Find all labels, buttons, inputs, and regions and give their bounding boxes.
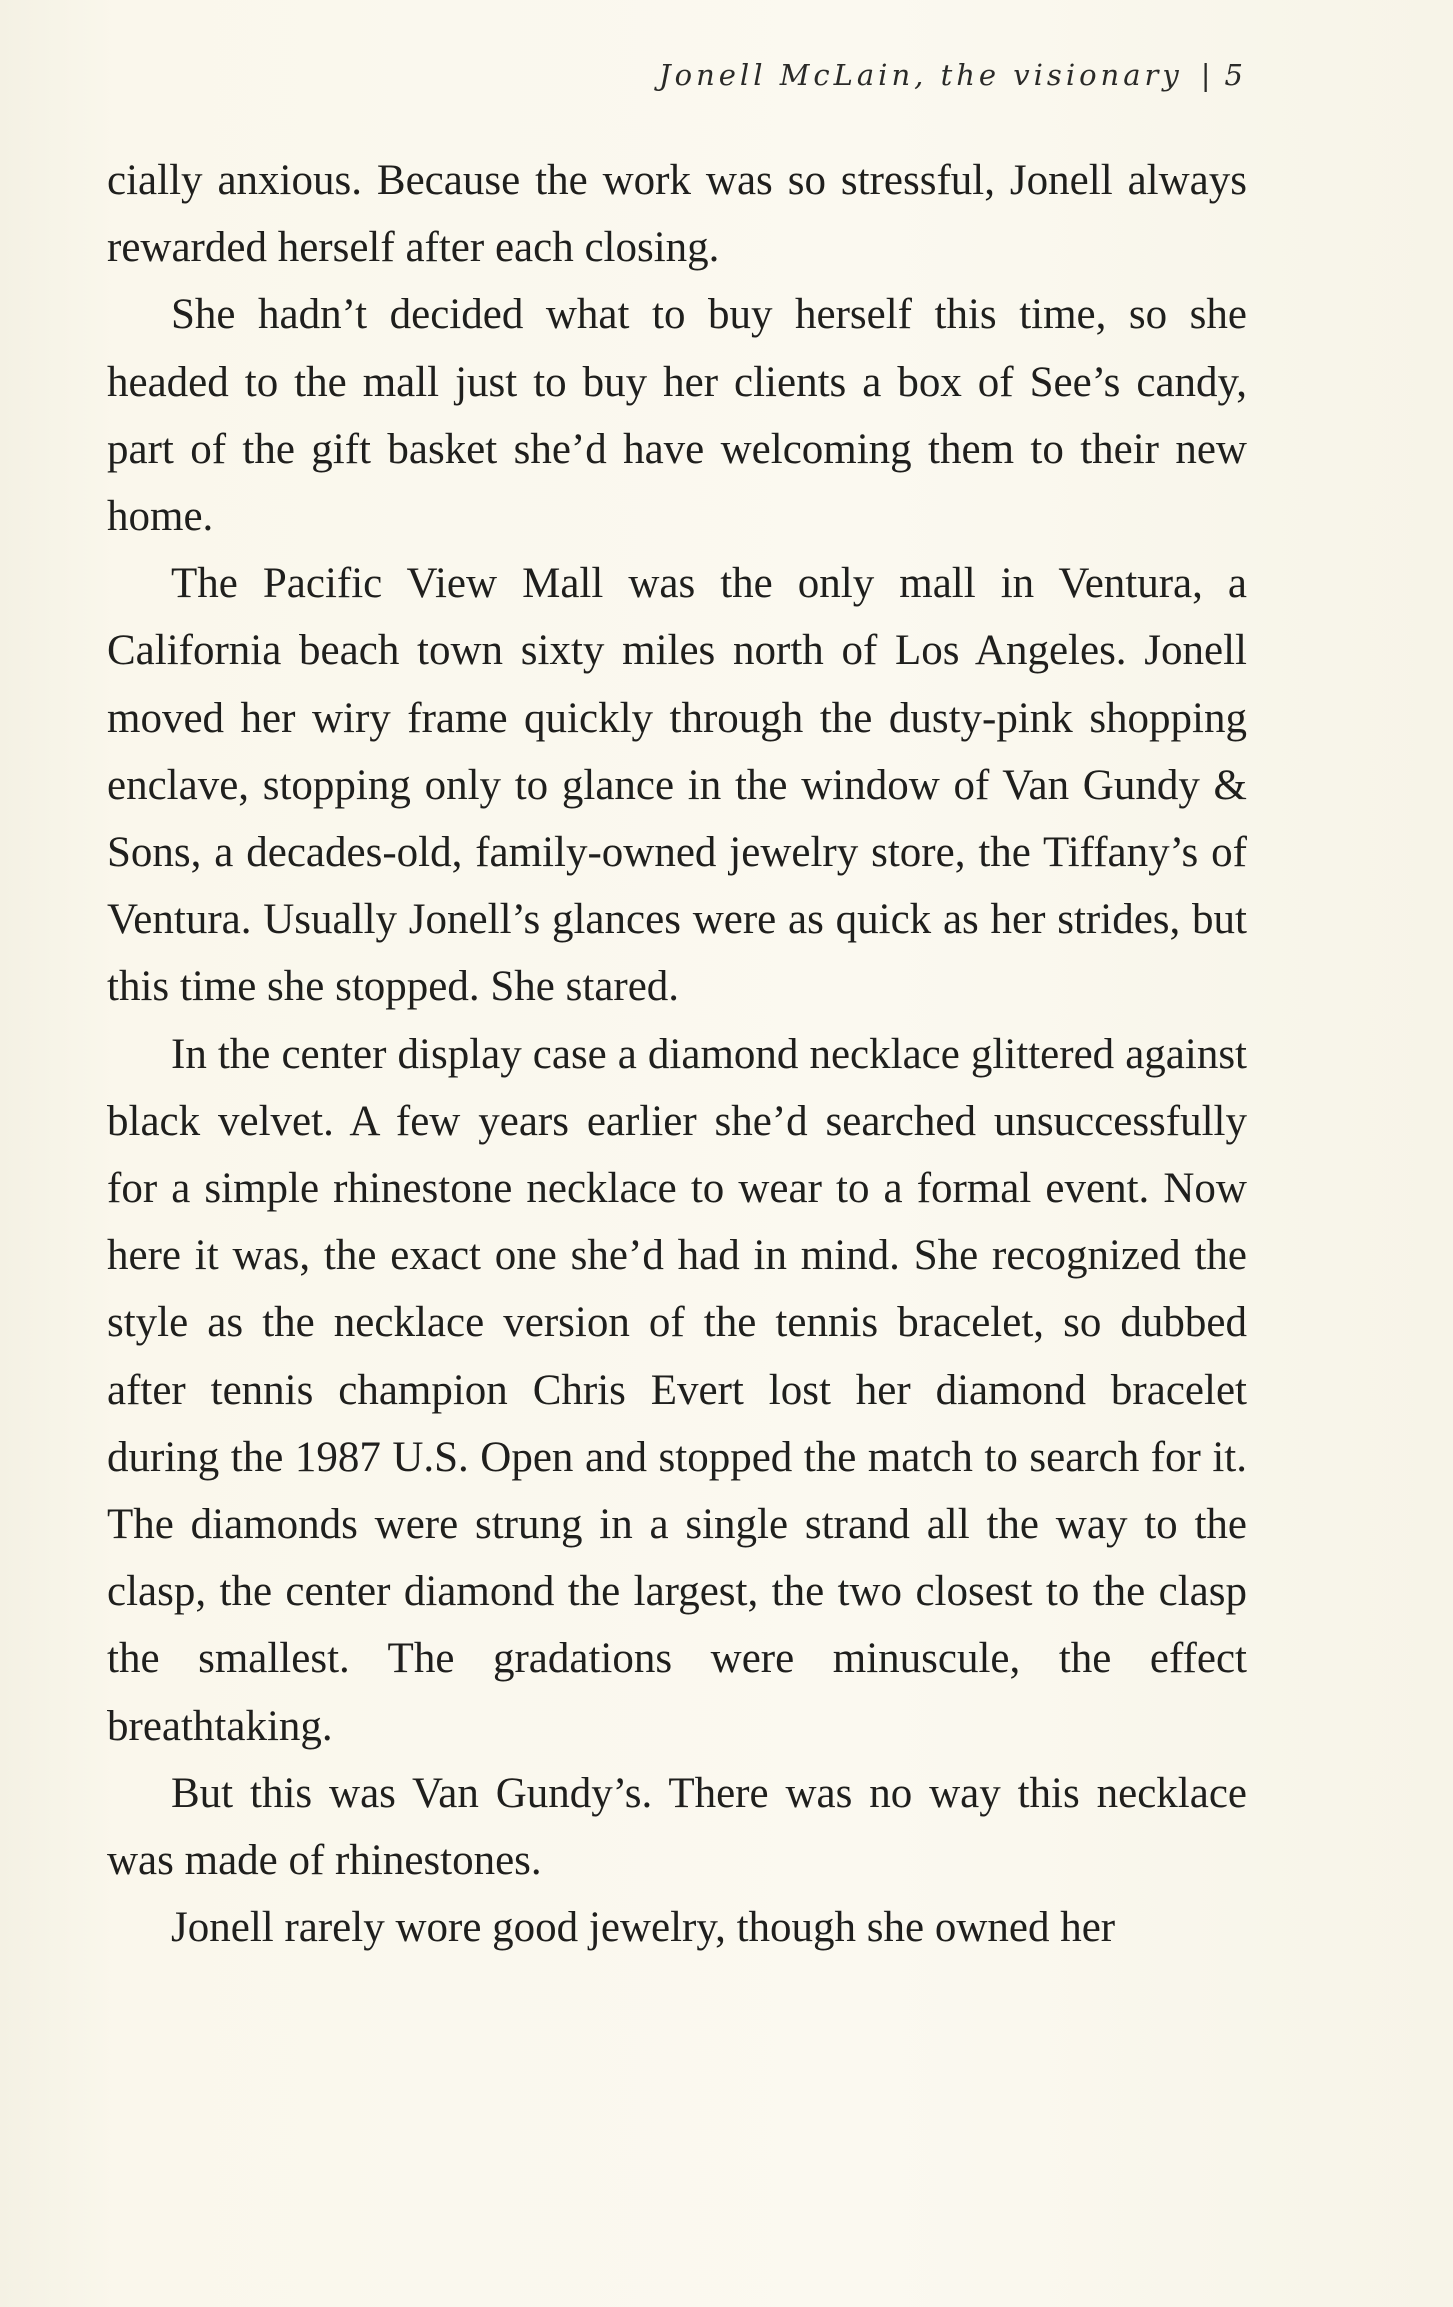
paragraph-3: The Pacific View Mall was the only mall in Ventura, a California beach town sixty miles north of Los Angeles. Jonell moved her wiry frame quickly through the dusty-pink shopping enclave, stopping only to glance in the window of Van Gundy & Sons, a decades-old, family-owned jewelry store, the Tiffany’s of Ventura. Usually Jonell’s glances were as quick as her strides, but this time she stopped. She stared. <box>107 560 1247 1011</box>
paragraph-2: She hadn’t decided what to buy herself this time, so she headed to the mall just to buy her clients a box of See’s candy, part of the gift basket she’d have welcoming them to their new home. <box>107 291 1247 541</box>
paragraph-4: In the center display case a diamond necklace glittered against black velvet. A few years earlier she’d searched unsuccessfully for a simple rhinestone necklace to wear to a formal event. Now here it was, the exact one she’d had in mind. She recognized the style as the necklace version of the tennis bracelet, so dubbed after tennis champion Chris Evert lost her diamond bracelet during the 1987 U.S. Open and stopped the match to search for it. The diamonds were strung in a single strand all the way to the clasp, the center diamond the largest, the two closest to the clasp the smallest. The gradations were minuscule, the effect breathtaking. <box>107 1030 1247 1750</box>
page-number: 5 <box>1224 58 1243 92</box>
paragraph-5: But this was Van Gundy’s. There was no way this necklace was made of rhinestones. <box>107 1769 1247 1885</box>
body-text <box>107 147 1247 1961</box>
running-head <box>659 58 1243 92</box>
running-head-separator: | <box>1200 58 1211 92</box>
paragraph-6: Jonell rarely wore good jewelry, though she owned her <box>171 1904 1116 1952</box>
running-head-title: Jonell McLain, the visionary <box>659 58 1183 92</box>
paragraph-1: cially anxious. Because the work was so stressful, Jonell always rewarded herself after each closing. <box>107 157 1247 272</box>
